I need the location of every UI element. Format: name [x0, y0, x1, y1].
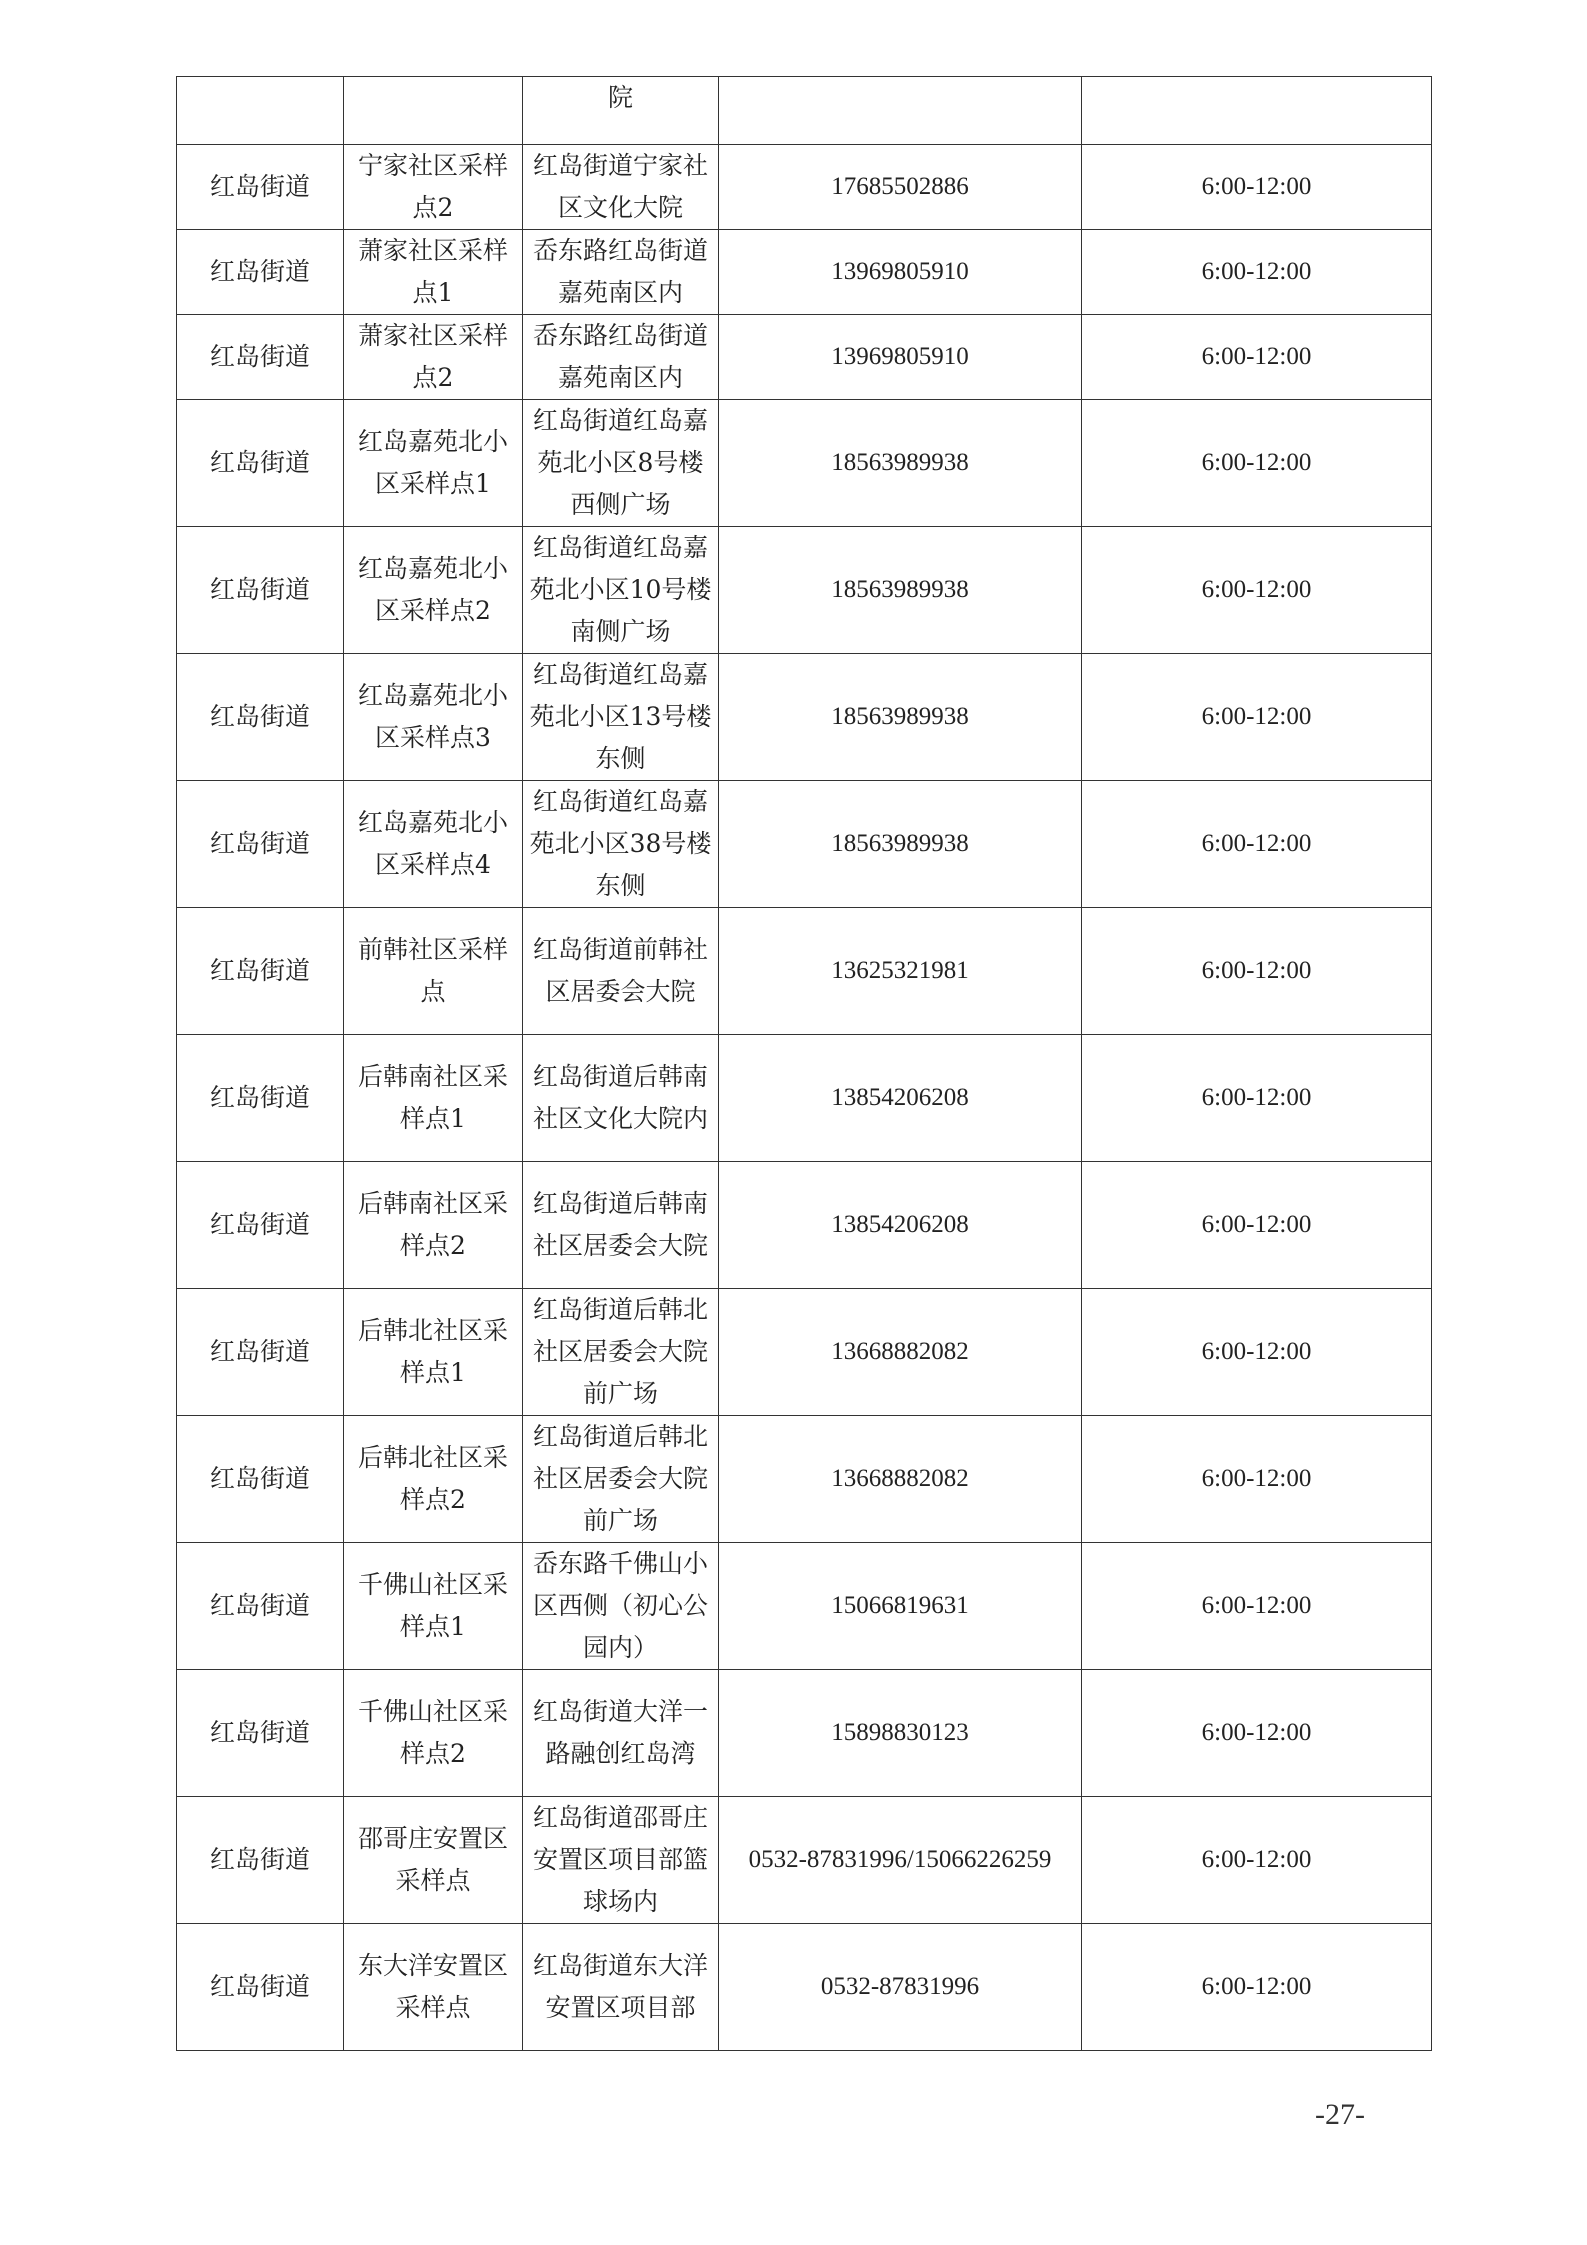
address-text: 红岛街道后韩南社区居委会大院: [532, 1189, 708, 1260]
street-text: 红岛街道: [209, 172, 310, 201]
street-cell: [177, 230, 344, 315]
street-cell: [177, 527, 344, 654]
table-row: [177, 400, 1432, 527]
phone-text: 0532-87831996: [820, 1973, 980, 2000]
site-cell: [344, 1289, 523, 1416]
table-row: [177, 1797, 1432, 1924]
site-text: 红岛嘉苑北小区采样点4: [357, 808, 508, 879]
site-cell: [344, 781, 523, 908]
phone-text: 13625321981: [831, 957, 969, 984]
street-cell: [177, 1797, 344, 1924]
street-cell: [177, 1416, 344, 1543]
phone-cell: [719, 1035, 1082, 1162]
hours-text: 6:00-12:00: [1201, 173, 1312, 200]
phone-text: 13854206208: [831, 1211, 969, 1238]
hours-text: 6:00-12:00: [1201, 957, 1312, 984]
address-cell: [523, 230, 719, 315]
address-cell: [523, 527, 719, 654]
address-cell: [523, 77, 719, 145]
hours-text: 6:00-12:00: [1201, 1084, 1312, 1111]
hours-cell: [1082, 1670, 1432, 1797]
address-text: 岙东路千佛山小区西侧（初心公园内）: [532, 1549, 708, 1662]
street-text: 红岛街道: [209, 1718, 310, 1747]
hours-cell: [1082, 230, 1432, 315]
table-row: [177, 1289, 1432, 1416]
site-cell: [344, 1035, 523, 1162]
street-cell: [177, 654, 344, 781]
street-cell: [177, 1035, 344, 1162]
phone-cell: [719, 654, 1082, 781]
site-cell: [344, 908, 523, 1035]
phone-text: 13969805910: [831, 343, 969, 370]
site-text: 千佛山社区采样点1: [357, 1570, 508, 1641]
street-text: 红岛街道: [209, 575, 310, 604]
site-text: 萧家社区采样点2: [357, 321, 508, 392]
table-row: [177, 654, 1432, 781]
hours-cell: [1082, 1797, 1432, 1924]
phone-text: 15898830123: [831, 1719, 969, 1746]
address-text: 红岛街道红岛嘉苑北小区8号楼西侧广场: [532, 406, 708, 519]
hours-text: 6:00-12:00: [1201, 1211, 1312, 1238]
table-row: [177, 1035, 1432, 1162]
street-text: 红岛街道: [209, 1845, 310, 1874]
phone-cell: [719, 1670, 1082, 1797]
site-cell: [344, 527, 523, 654]
hours-cell: [1082, 1289, 1432, 1416]
table-row: [177, 1416, 1432, 1543]
phone-cell: [719, 1797, 1082, 1924]
street-text: 红岛街道: [209, 829, 310, 858]
phone-cell: [719, 1416, 1082, 1543]
street-text: 红岛街道: [209, 702, 310, 731]
table-row: [177, 145, 1432, 230]
table-row: [177, 908, 1432, 1035]
hours-text: 6:00-12:00: [1201, 1465, 1312, 1492]
street-text: 红岛街道: [209, 1972, 310, 2001]
address-text: 红岛街道宁家社区文化大院: [532, 151, 708, 222]
site-text: 邵哥庄安置区采样点: [357, 1824, 508, 1895]
site-text: 宁家社区采样点2: [357, 151, 508, 222]
phone-cell: [719, 527, 1082, 654]
address-text: 红岛街道东大洋安置区项目部: [532, 1951, 708, 2022]
phone-text: 18563989938: [831, 703, 969, 730]
address-text: 红岛街道大洋一路融创红岛湾: [532, 1697, 708, 1768]
sampling-sites-table: [176, 76, 1432, 2051]
street-cell: [177, 315, 344, 400]
site-text: 前韩社区采样点: [357, 935, 508, 1006]
phone-text: 18563989938: [831, 449, 969, 476]
street-cell: [177, 1289, 344, 1416]
address-cell: [523, 1670, 719, 1797]
phone-text: 18563989938: [831, 576, 969, 603]
site-cell: [344, 77, 523, 145]
hours-text: 6:00-12:00: [1201, 576, 1312, 603]
site-text: 萧家社区采样点1: [357, 236, 508, 307]
address-text: 红岛街道红岛嘉苑北小区10号楼南侧广场: [529, 533, 712, 646]
table-row: [177, 1670, 1432, 1797]
hours-text: 6:00-12:00: [1201, 1719, 1312, 1746]
hours-text: 6:00-12:00: [1201, 1846, 1312, 1873]
hours-text: 6:00-12:00: [1201, 1973, 1312, 2000]
hours-cell: [1082, 77, 1432, 145]
hours-text: 6:00-12:00: [1201, 1338, 1312, 1365]
street-text: 红岛街道: [209, 1083, 310, 1112]
hours-cell: [1082, 1416, 1432, 1543]
address-text: 岙东路红岛街道嘉苑南区内: [532, 236, 708, 307]
hours-text: 6:00-12:00: [1201, 343, 1312, 370]
phone-cell: [719, 145, 1082, 230]
address-cell: [523, 1035, 719, 1162]
table-row: [177, 527, 1432, 654]
site-cell: [344, 1670, 523, 1797]
address-cell: [523, 1162, 719, 1289]
hours-cell: [1082, 1035, 1432, 1162]
hours-cell: [1082, 145, 1432, 230]
hours-text: 6:00-12:00: [1201, 830, 1312, 857]
site-cell: [344, 400, 523, 527]
phone-cell: [719, 315, 1082, 400]
street-text: 红岛街道: [209, 448, 310, 477]
street-text: 红岛街道: [209, 257, 310, 286]
hours-cell: [1082, 908, 1432, 1035]
site-text: 红岛嘉苑北小区采样点3: [357, 681, 508, 752]
site-cell: [344, 315, 523, 400]
table-row: [177, 315, 1432, 400]
address-text: 岙东路红岛街道嘉苑南区内: [532, 321, 708, 392]
street-cell: [177, 781, 344, 908]
phone-cell: [719, 1162, 1082, 1289]
hours-cell: [1082, 400, 1432, 527]
address-cell: [523, 1416, 719, 1543]
phone-cell: [719, 1289, 1082, 1416]
site-text: 后韩南社区采样点2: [357, 1189, 508, 1260]
address-cell: [523, 654, 719, 781]
street-cell: [177, 1162, 344, 1289]
hours-cell: [1082, 527, 1432, 654]
phone-text: 17685502886: [831, 173, 969, 200]
page-number: -27-: [1315, 2098, 1365, 2131]
address-cell: [523, 400, 719, 527]
address-cell: [523, 315, 719, 400]
site-text: 后韩北社区采样点1: [357, 1316, 508, 1387]
address-cell: [523, 908, 719, 1035]
site-cell: [344, 1416, 523, 1543]
hours-text: 6:00-12:00: [1201, 1592, 1312, 1619]
street-cell: [177, 400, 344, 527]
phone-cell: [719, 77, 1082, 145]
site-cell: [344, 1162, 523, 1289]
address-text: 红岛街道红岛嘉苑北小区13号楼东侧: [529, 660, 712, 773]
street-text: 红岛街道: [209, 342, 310, 371]
table-row: [177, 77, 1432, 145]
phone-text: 13668882082: [831, 1465, 969, 1492]
address-text: 院: [607, 83, 633, 112]
table-row: [177, 1162, 1432, 1289]
phone-text: 0532-87831996/15066226259: [748, 1846, 1052, 1873]
address-text: 红岛街道后韩北社区居委会大院前广场: [532, 1422, 708, 1535]
address-cell: [523, 1289, 719, 1416]
street-text: 红岛街道: [209, 1337, 310, 1366]
site-cell: [344, 145, 523, 230]
hours-cell: [1082, 1162, 1432, 1289]
site-cell: [344, 230, 523, 315]
address-text: 红岛街道红岛嘉苑北小区38号楼东侧: [529, 787, 712, 900]
site-cell: [344, 654, 523, 781]
street-cell: [177, 908, 344, 1035]
hours-cell: [1082, 654, 1432, 781]
table-row: [177, 230, 1432, 315]
phone-text: 18563989938: [831, 830, 969, 857]
hours-cell: [1082, 315, 1432, 400]
address-text: 红岛街道邵哥庄安置区项目部篮球场内: [532, 1803, 708, 1916]
table-row: [177, 1924, 1432, 2051]
street-text: 红岛街道: [209, 1464, 310, 1493]
table-row: [177, 781, 1432, 908]
street-cell: [177, 145, 344, 230]
hours-text: 6:00-12:00: [1201, 703, 1312, 730]
phone-cell: [719, 1543, 1082, 1670]
phone-text: 13969805910: [831, 258, 969, 285]
hours-cell: [1082, 1543, 1432, 1670]
phone-text: 15066819631: [831, 1592, 969, 1619]
site-text: 红岛嘉苑北小区采样点1: [357, 427, 508, 498]
site-text: 后韩南社区采样点1: [357, 1062, 508, 1133]
site-text: 红岛嘉苑北小区采样点2: [357, 554, 508, 625]
phone-cell: [719, 230, 1082, 315]
hours-text: 6:00-12:00: [1201, 258, 1312, 285]
site-text: 后韩北社区采样点2: [357, 1443, 508, 1514]
hours-text: 6:00-12:00: [1201, 449, 1312, 476]
phone-text: 13668882082: [831, 1338, 969, 1365]
street-cell: [177, 1543, 344, 1670]
street-cell: [177, 1924, 344, 2051]
phone-cell: [719, 400, 1082, 527]
site-cell: [344, 1924, 523, 2051]
hours-cell: [1082, 1924, 1432, 2051]
site-text: 千佛山社区采样点2: [357, 1697, 508, 1768]
address-cell: [523, 145, 719, 230]
address-text: 红岛街道后韩南社区文化大院内: [532, 1062, 708, 1133]
address-cell: [523, 1797, 719, 1924]
address-cell: [523, 1543, 719, 1670]
table-row: [177, 1543, 1432, 1670]
address-text: 红岛街道后韩北社区居委会大院前广场: [532, 1295, 708, 1408]
street-cell: [177, 77, 344, 145]
hours-cell: [1082, 781, 1432, 908]
street-cell: [177, 1670, 344, 1797]
address-text: 红岛街道前韩社区居委会大院: [532, 935, 708, 1006]
phone-cell: [719, 908, 1082, 1035]
address-cell: [523, 781, 719, 908]
phone-text: 13854206208: [831, 1084, 969, 1111]
address-cell: [523, 1924, 719, 2051]
site-text: 东大洋安置区采样点: [357, 1951, 508, 2022]
site-cell: [344, 1797, 523, 1924]
phone-cell: [719, 1924, 1082, 2051]
site-cell: [344, 1543, 523, 1670]
street-text: 红岛街道: [209, 956, 310, 985]
street-text: 红岛街道: [209, 1210, 310, 1239]
street-text: 红岛街道: [209, 1591, 310, 1620]
phone-cell: [719, 781, 1082, 908]
